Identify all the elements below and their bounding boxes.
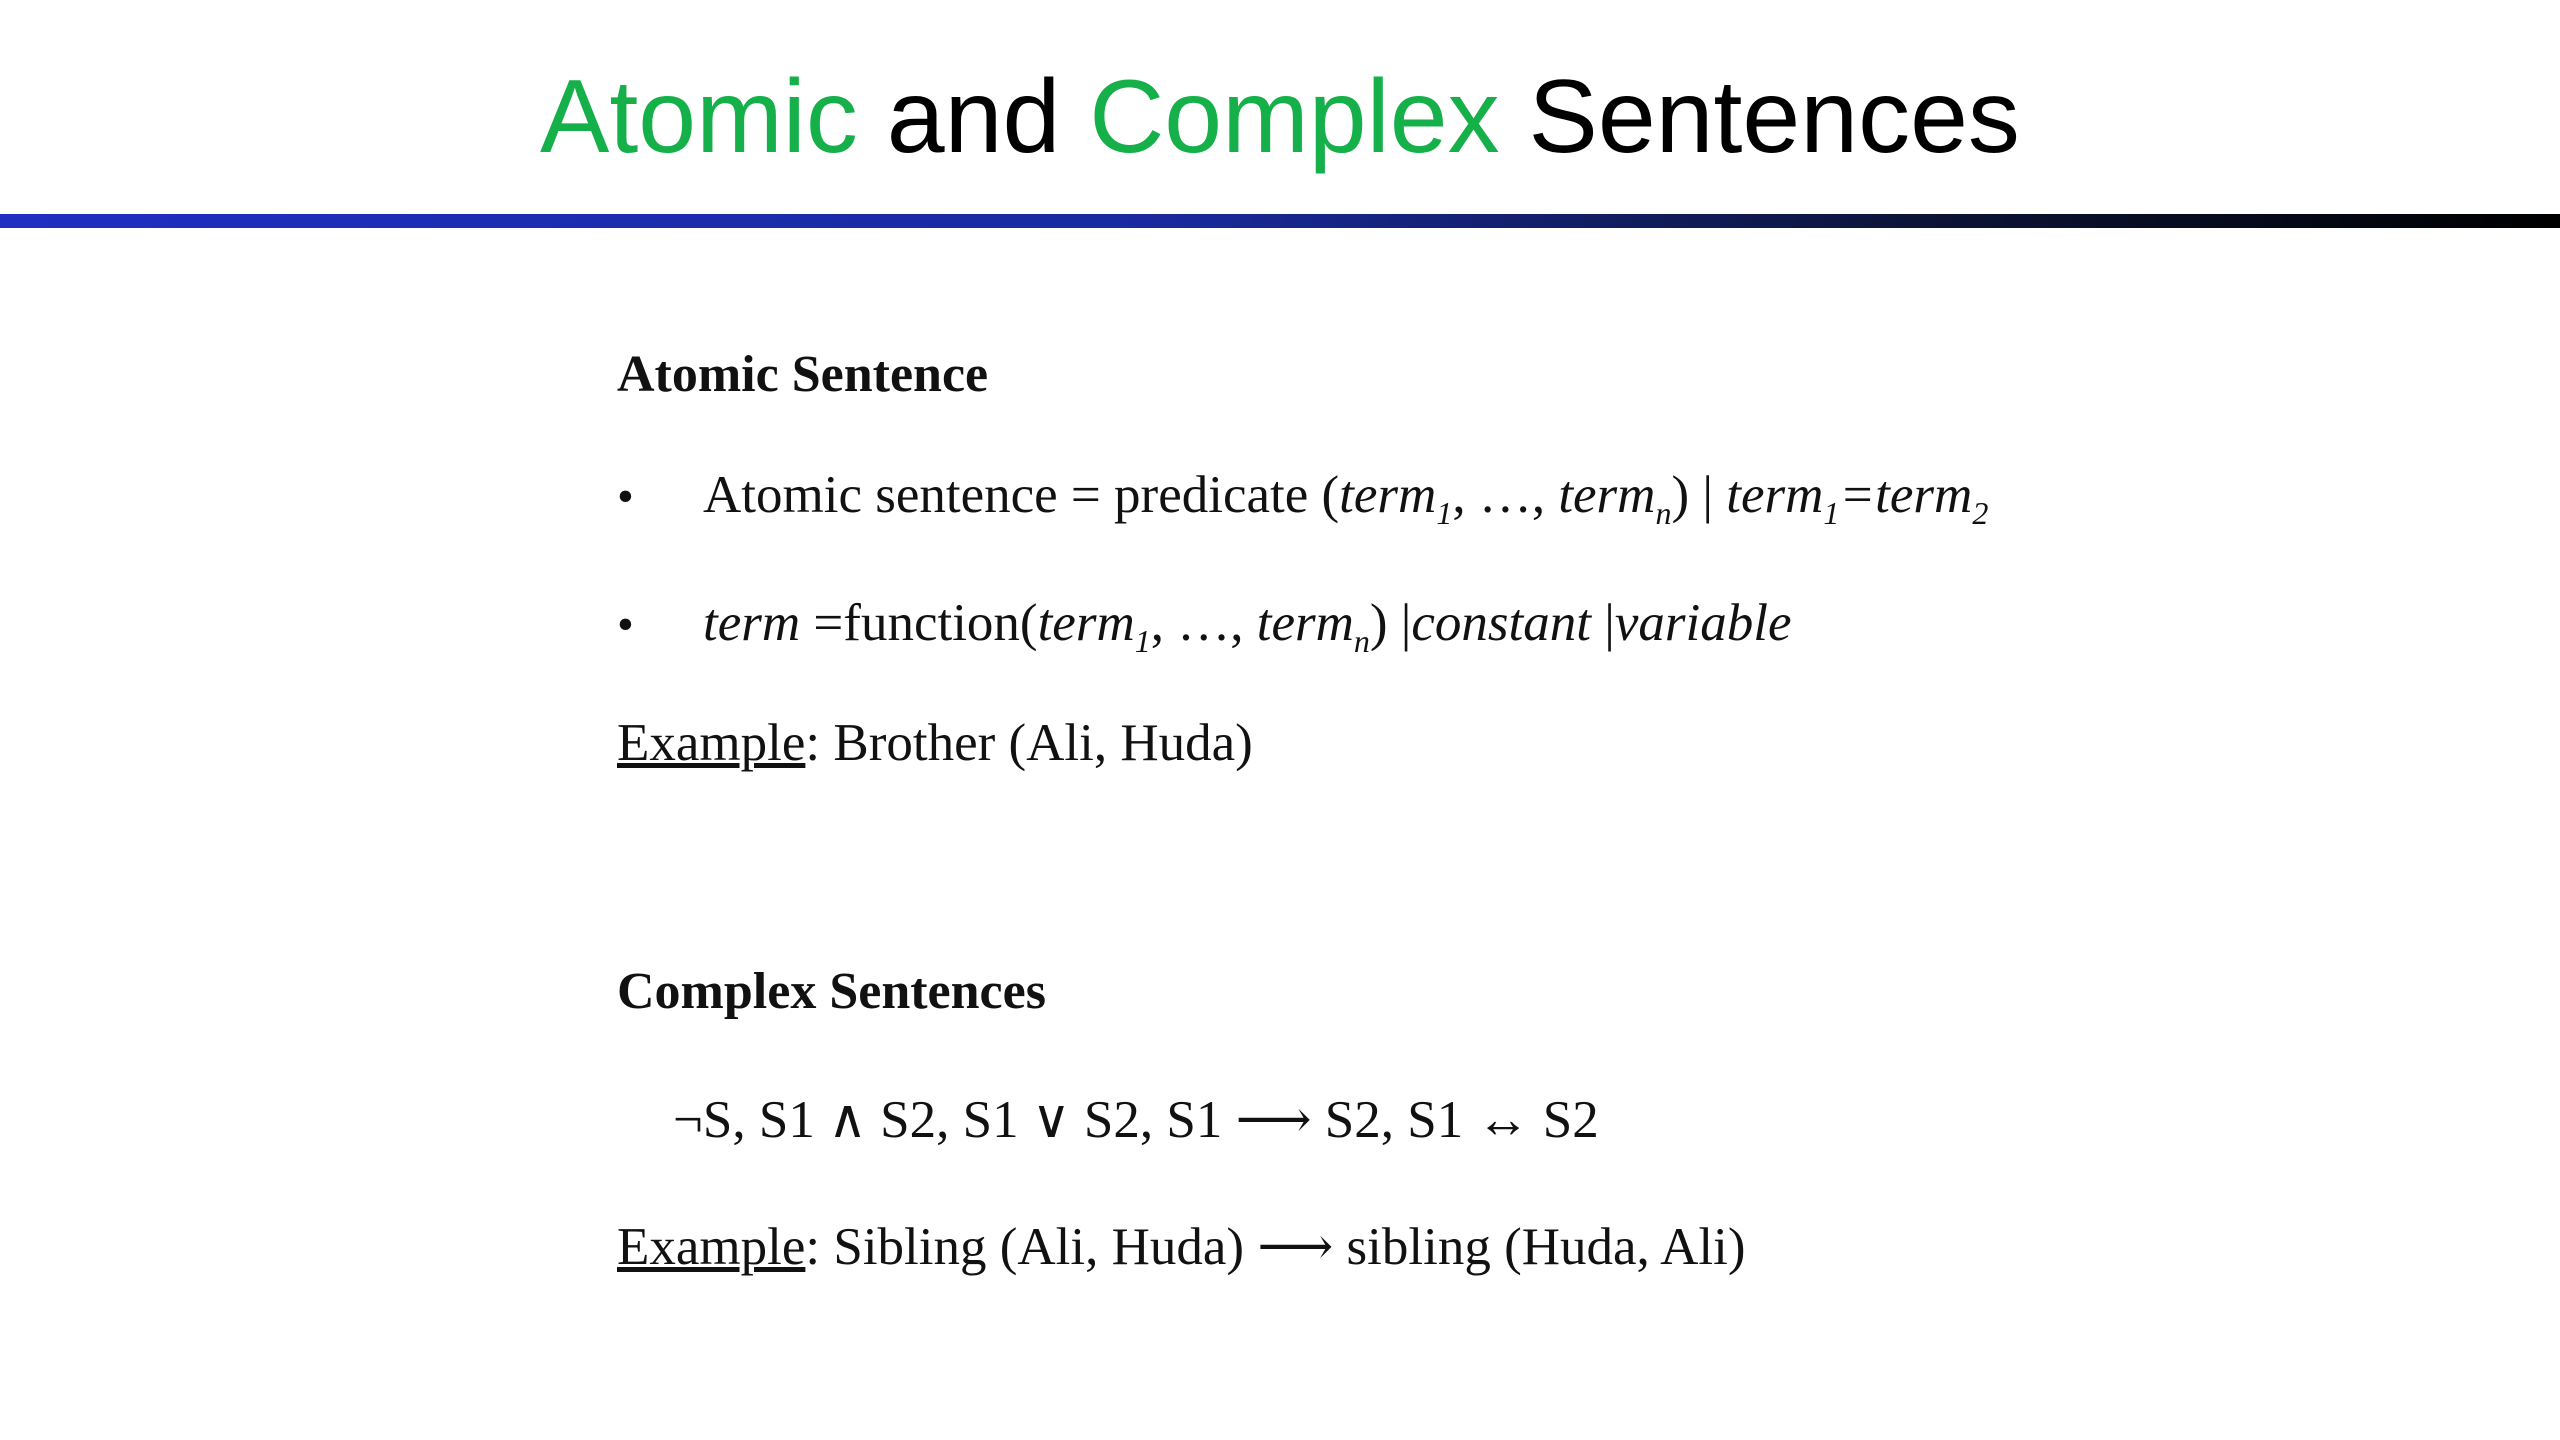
term-text: term xyxy=(1256,594,1354,652)
subscript: 1 xyxy=(1823,495,1840,531)
separator: , …, xyxy=(1452,466,1559,524)
separator: ) | xyxy=(1369,594,1412,652)
subscript: 1 xyxy=(1134,623,1151,659)
separator: , …, xyxy=(1150,594,1257,652)
example-text: : Brother (Ali, Huda) xyxy=(805,714,1253,772)
separator: ) | xyxy=(1671,466,1727,524)
term-text: term xyxy=(1726,466,1824,524)
subscript: 2 xyxy=(1972,495,1989,531)
variable-text: variable xyxy=(1614,594,1792,652)
example-label: Example xyxy=(617,1218,806,1276)
title-word-sentences: Sentences xyxy=(1499,59,2020,175)
term-text: term xyxy=(703,594,801,652)
term-text: term xyxy=(1037,594,1135,652)
constant-text: constant xyxy=(1411,594,1592,652)
bullet1-lead: Atomic sentence = predicate ( xyxy=(703,466,1340,524)
bullet-icon: • xyxy=(617,598,634,651)
title-divider xyxy=(0,214,2560,228)
complex-heading: Complex Sentences xyxy=(617,963,1046,1020)
title-word-and: and xyxy=(857,59,1090,175)
separator: | xyxy=(1591,594,1615,652)
title-word-complex: Complex xyxy=(1089,59,1500,175)
example-text: : Sibling (Ali, Huda) ⟶ sibling (Huda, Ali) xyxy=(805,1218,1746,1276)
term-text: term xyxy=(1339,466,1437,524)
equals-sign: = xyxy=(1839,466,1876,524)
term-text: term xyxy=(1875,466,1973,524)
example-label: Example xyxy=(617,714,806,772)
bullet-icon: • xyxy=(617,470,634,523)
function-text: =function( xyxy=(800,594,1038,652)
complex-example xyxy=(617,1216,1746,1277)
complex-formula: ¬S, S1 ∧ S2, S1 ∨ S2, S1 ⟶ S2, S1 ↔ S2 xyxy=(673,1091,1599,1149)
subscript: n xyxy=(1353,623,1370,659)
atomic-bullet-definition xyxy=(617,465,1988,532)
slide-title xyxy=(0,52,2560,182)
title-word-atomic: Atomic xyxy=(540,59,858,175)
subscript: 1 xyxy=(1436,495,1453,531)
subscript: n xyxy=(1655,495,1672,531)
atomic-bullet-term xyxy=(617,593,1792,660)
term-text: term xyxy=(1558,466,1656,524)
atomic-heading: Atomic Sentence xyxy=(617,346,989,403)
atomic-example xyxy=(617,713,1253,773)
